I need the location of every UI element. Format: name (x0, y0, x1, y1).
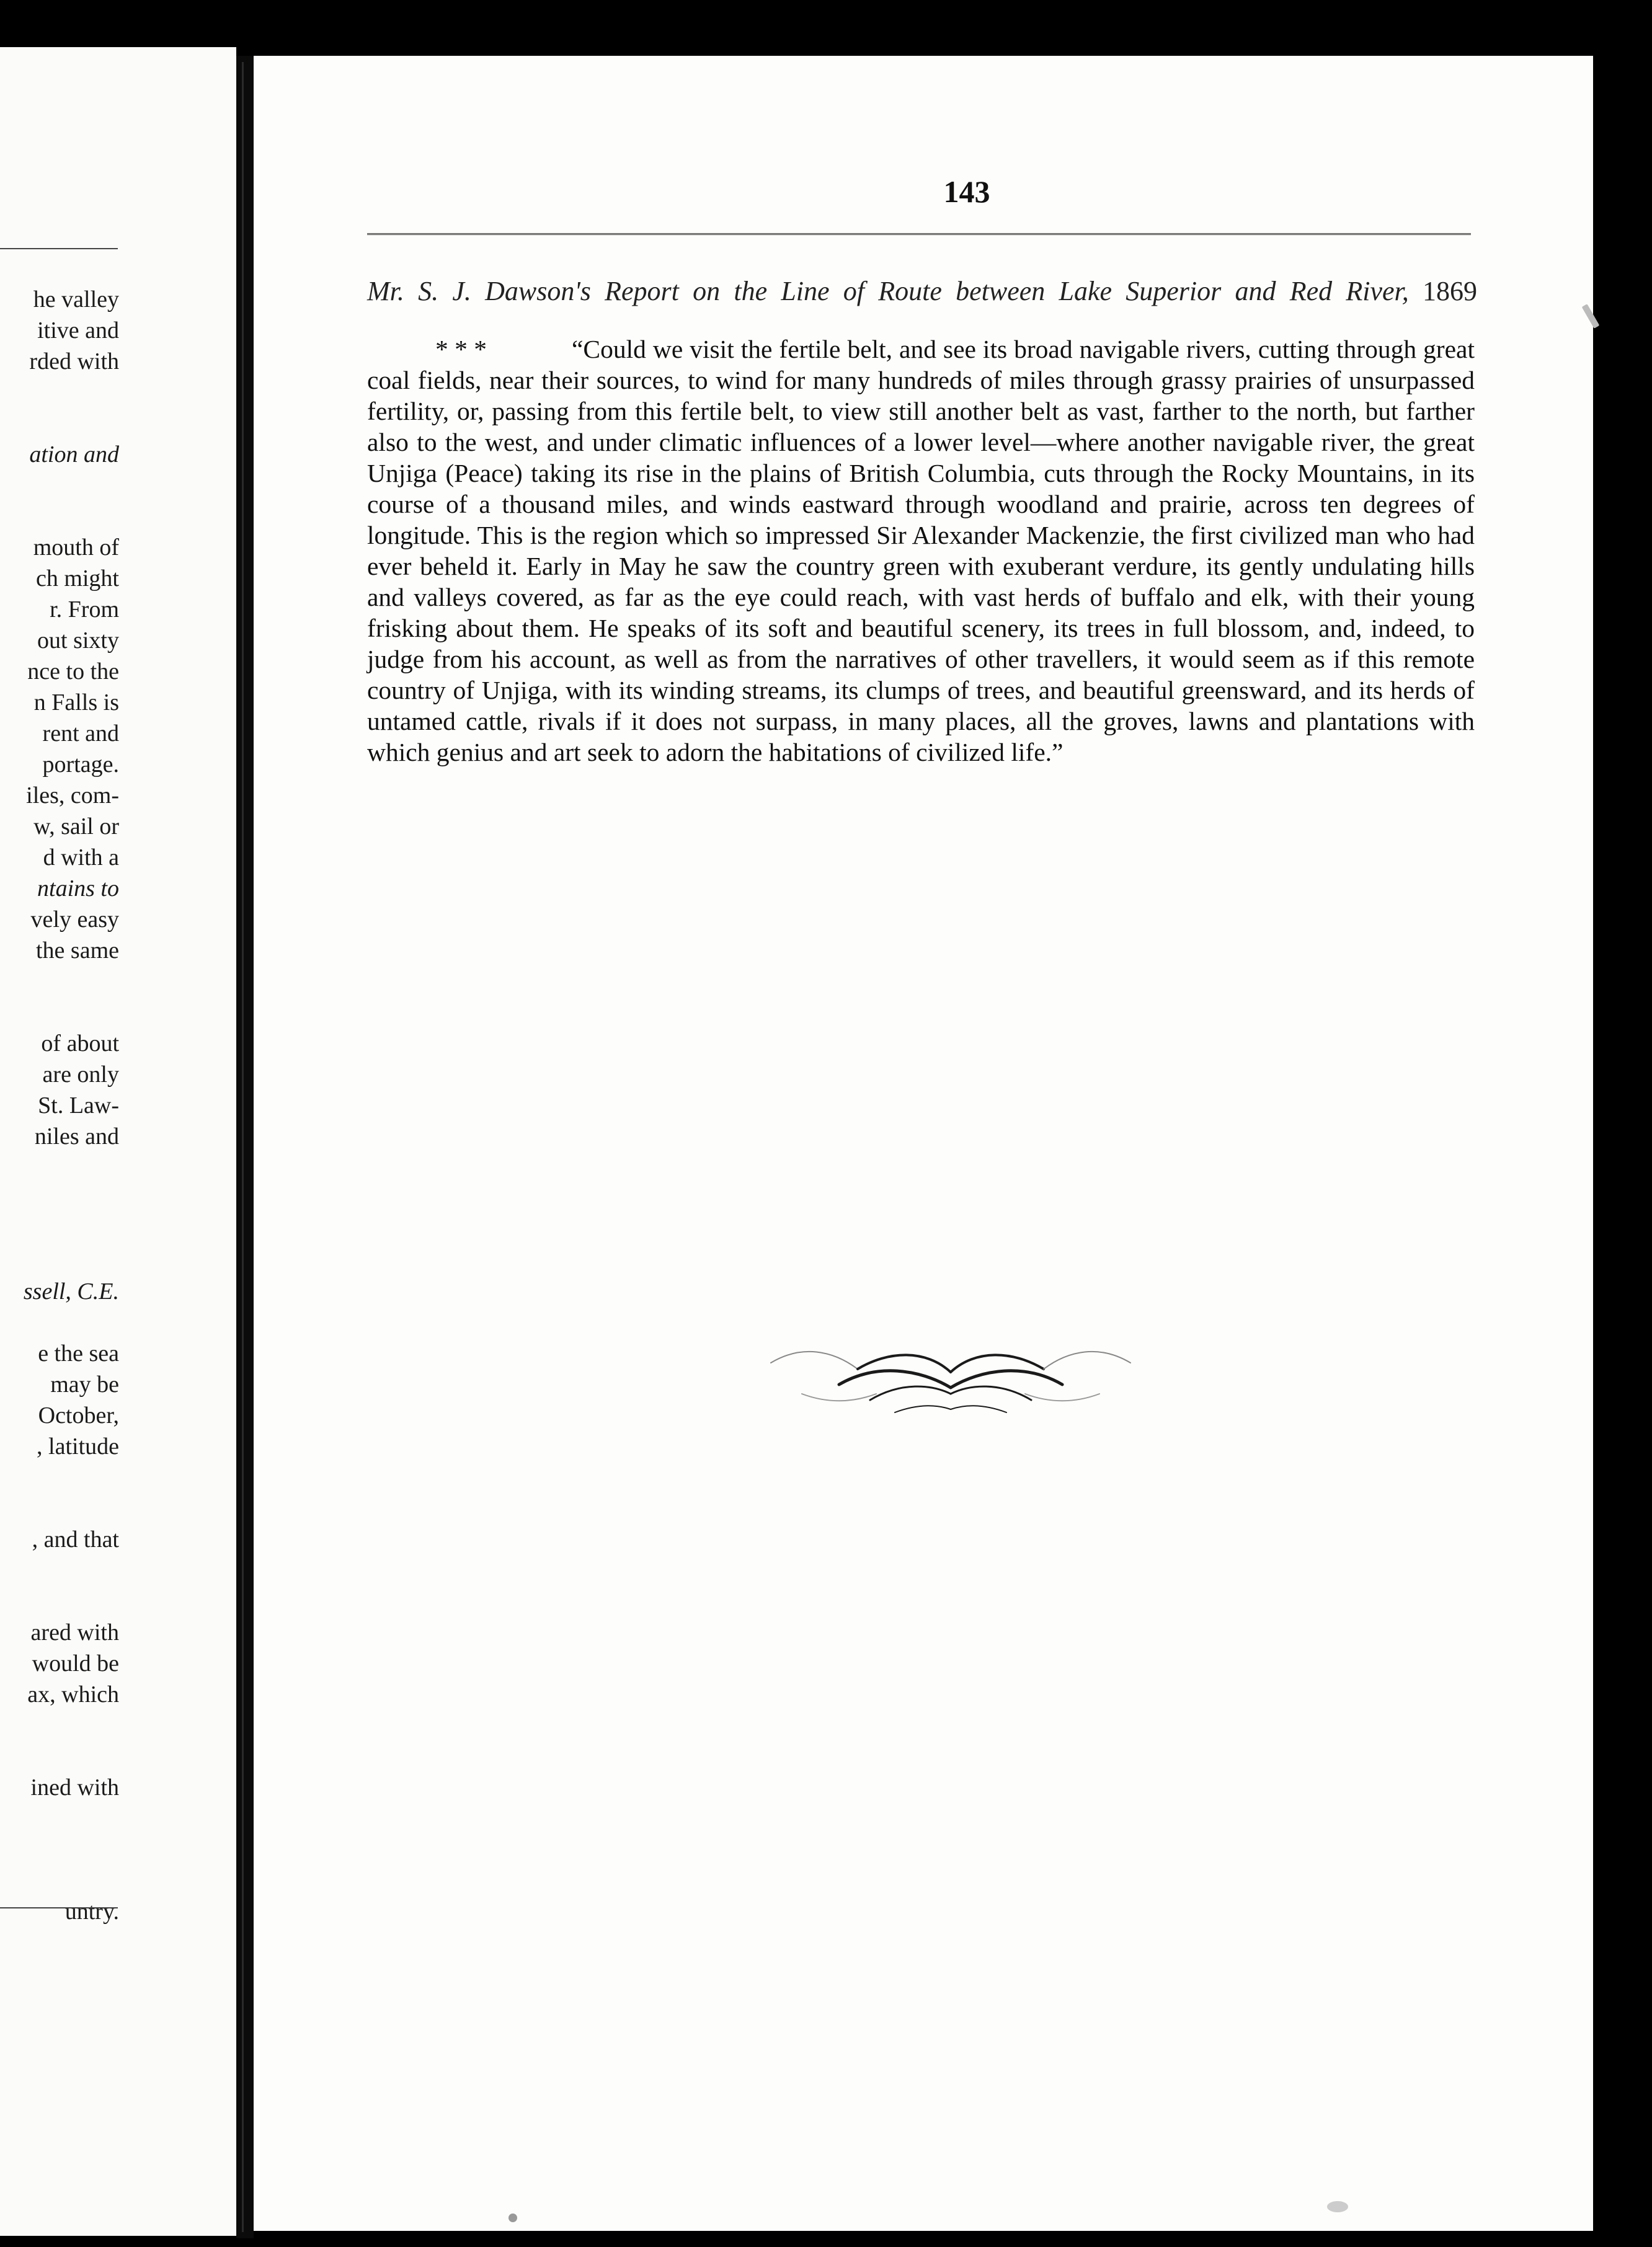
running-head-title: Mr. S. J. Dawson's Report on the Line of Route between Lake Superior and Red River, (367, 276, 1409, 306)
previous-page-line: the same (35, 937, 119, 964)
previous-page-line: d with a (43, 844, 119, 871)
previous-page-line: of about (41, 1030, 119, 1057)
scan-artifact (508, 2214, 517, 2222)
previous-page-line: n Falls is (33, 689, 119, 716)
previous-page-line: ssell, C.E. (23, 1279, 119, 1305)
previous-page-line: itive and (37, 317, 119, 343)
previous-page-line (0, 1493, 119, 1524)
book-spine-edge (242, 62, 244, 2232)
previous-page-line (0, 1710, 119, 1741)
previous-page-line: St. Law- (38, 1092, 119, 1119)
previous-page-line (0, 1741, 119, 1772)
previous-page-line: , and that (32, 1527, 119, 1553)
previous-page-line (0, 470, 119, 501)
previous-page-line (0, 1555, 119, 1586)
previous-page-line (0, 408, 119, 439)
previous-page-line (0, 966, 119, 997)
previous-page-text (0, 284, 119, 1927)
previous-page-line (0, 1152, 119, 1183)
previous-page-line (0, 1214, 119, 1245)
quotation-text: “Could we visit the fertile belt, and see its broad navigable rivers, cutting through great coal fields, near their sources, to wind for many hundreds of miles through grassy prairies of unsurpassed fertility, or, passing from this fertile belt, to view still another belt as vast, farther to the north, but farther also to the west, and under climatic influences of a lower level—where another navigable river, the great Unjiga (Peace) taking its rise in the plains of British Columbia, cuts through the Rocky Mountains, in its course of a thousand miles, and winds eastward through woodland and prairie, across ten degrees of longitude. This is the region which so impressed Sir Alexander Mackenzie, the first civilized man who had ever beheld it. Early in May he saw the country green with exuberant verdure, its gently undulating hills and valleys covered, as far as the eye could reach, with vast herds of buffalo and elk, with their young frisking about them. He speaks of its soft and beautiful scenery, its trees in full blossom, and, indeed, to judge from his account, as well as from the narratives of other travellers, it would seem as if this remote country of Unjiga, with its winding streams, its clumps of trees, and beautiful greensward, and its herds of untamed cattle, rivals if it does not surpass, in many places, all the groves, lawns and plantations with which genius and art seek to adorn the habitations of civilized life.” (367, 335, 1475, 766)
previous-page-line (0, 377, 119, 408)
previous-page-line (0, 997, 119, 1028)
previous-page-line (0, 501, 119, 532)
previous-page-line: ntains to (37, 875, 119, 902)
previous-page-line: niles and (34, 1124, 119, 1150)
previous-page-line: ation and (29, 441, 119, 468)
previous-page-line (0, 1865, 119, 1896)
previous-page-line: untry. (64, 1899, 119, 1925)
previous-page-line: w, sail or (33, 813, 119, 840)
previous-page-line: iles, com- (26, 782, 119, 809)
book-gutter (236, 56, 254, 2238)
page-143 (254, 56, 1593, 2231)
previous-page-line: are only (42, 1061, 119, 1088)
previous-page-line: rded with (29, 348, 119, 374)
previous-page-footnote-rule (0, 1907, 118, 1908)
previous-page-line: portage. (42, 751, 119, 778)
flourish-ornament-icon (765, 1326, 1137, 1431)
previous-page-line: ax, which (27, 1682, 119, 1708)
previous-page-line: e the sea (38, 1341, 119, 1367)
previous-page-rule (0, 248, 118, 249)
previous-page-line: r. From (50, 596, 119, 623)
previous-page-line: rent and (42, 720, 119, 747)
header-rule (367, 233, 1471, 235)
previous-page-line (0, 1245, 119, 1276)
previous-page-line: out sixty (37, 627, 119, 654)
previous-page-line: mouth of (33, 534, 119, 561)
previous-page-line: would be (32, 1651, 119, 1677)
previous-page-line: ined with (30, 1775, 119, 1801)
scan-artifact (1327, 2201, 1348, 2212)
previous-page-line: vely easy (30, 906, 119, 933)
previous-page-fragment (0, 47, 236, 2236)
previous-page-line: he valley (33, 286, 119, 312)
previous-page-line: nce to the (27, 658, 119, 685)
previous-page-line: October, (38, 1403, 119, 1429)
previous-page-line (0, 1834, 119, 1865)
ellipsis-stars: * * * (435, 335, 487, 363)
running-head-year: 1869 (1423, 276, 1478, 306)
previous-page-line (0, 1462, 119, 1493)
previous-page-line: ared with (30, 1620, 119, 1646)
previous-page-line (0, 1586, 119, 1617)
previous-page-line: may be (50, 1372, 119, 1398)
previous-page-line (0, 1803, 119, 1834)
quotation-paragraph (367, 334, 1475, 768)
previous-page-line (0, 1183, 119, 1214)
running-head (367, 275, 1477, 307)
page-number: 143 (943, 174, 990, 209)
previous-page-line (0, 1307, 119, 1338)
previous-page-line: ch might (35, 565, 119, 592)
previous-page-line: , latitude (37, 1434, 119, 1460)
